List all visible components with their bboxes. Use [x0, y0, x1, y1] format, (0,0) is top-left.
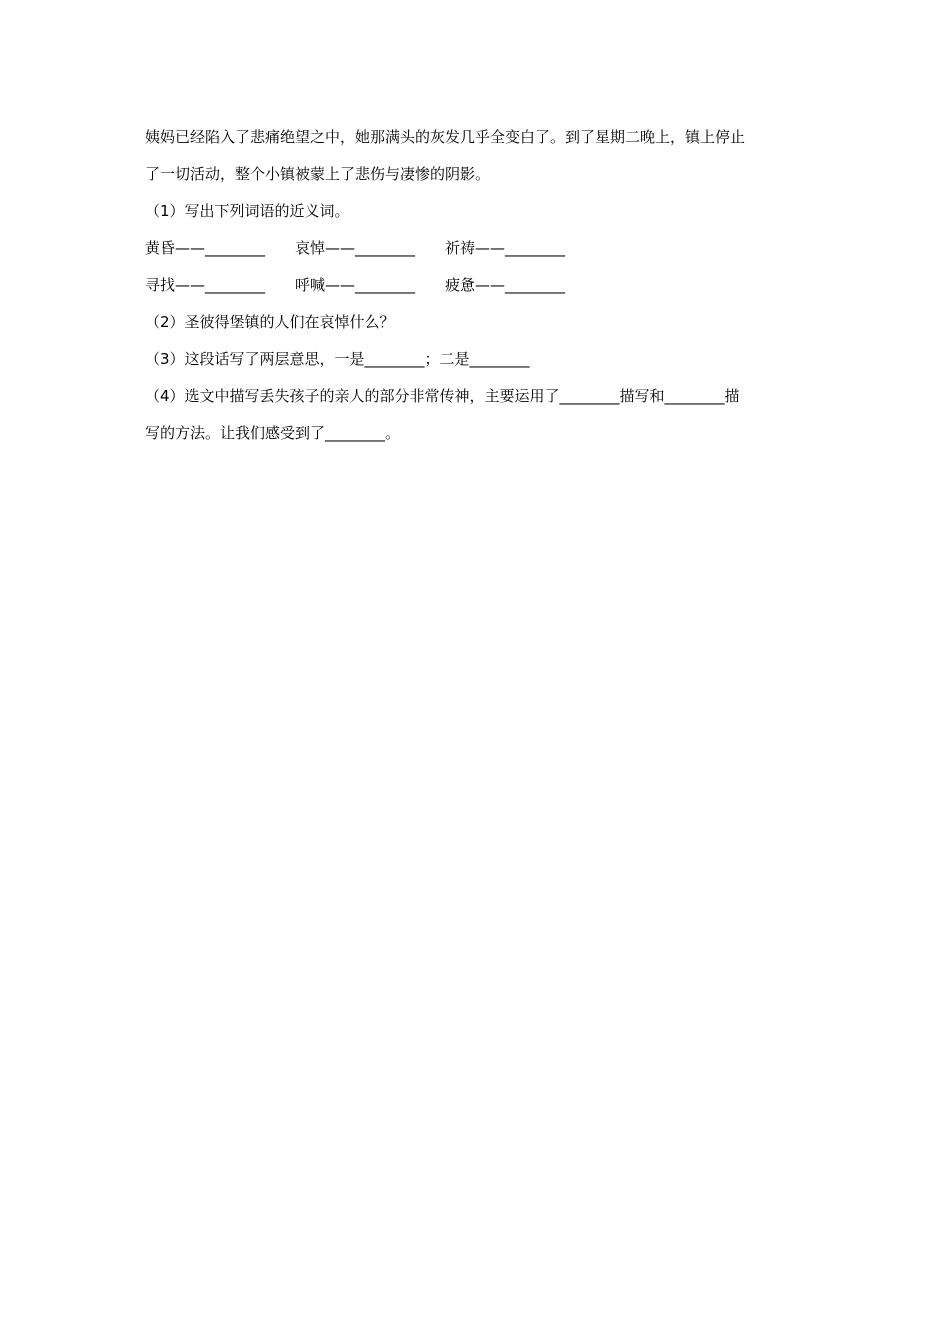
- vocab-row-2: [145, 267, 810, 304]
- vocab-item: 祈祷——________: [445, 239, 566, 257]
- question-3-prompt: （3）这段话写了两层意思，一是________；二是________: [145, 350, 530, 368]
- vocab-item: 黄昏——________: [145, 239, 266, 257]
- vocab-item: 呼喊——________: [295, 276, 416, 294]
- vocab-item: 寻找——________: [145, 276, 266, 294]
- question-1-prompt: （1）写出下列词语的近义词。: [145, 202, 350, 220]
- question-4-line-1: （4）选文中描写丢失孩子的亲人的部分非常传神，主要运用了________描写和________描: [145, 387, 740, 405]
- question-4-line-2: 写的方法。让我们感受到了________。: [145, 424, 401, 442]
- vocab-row-1: [145, 230, 810, 267]
- vocab-item: 哀悼——________: [295, 239, 416, 257]
- document-page: [145, 119, 810, 452]
- passage-line-2: 了一切活动，整个小镇被蒙上了悲伤与凄惨的阴影。: [145, 165, 491, 183]
- vocab-item: 疲惫——________: [445, 276, 566, 294]
- passage-line-1: 姨妈已经陷入了悲痛绝望之中，她那满头的灰发几乎全变白了。到了星期二晚上，镇上停止: [145, 128, 746, 146]
- question-2-prompt: （2）圣彼得堡镇的人们在哀悼什么？: [145, 313, 395, 331]
